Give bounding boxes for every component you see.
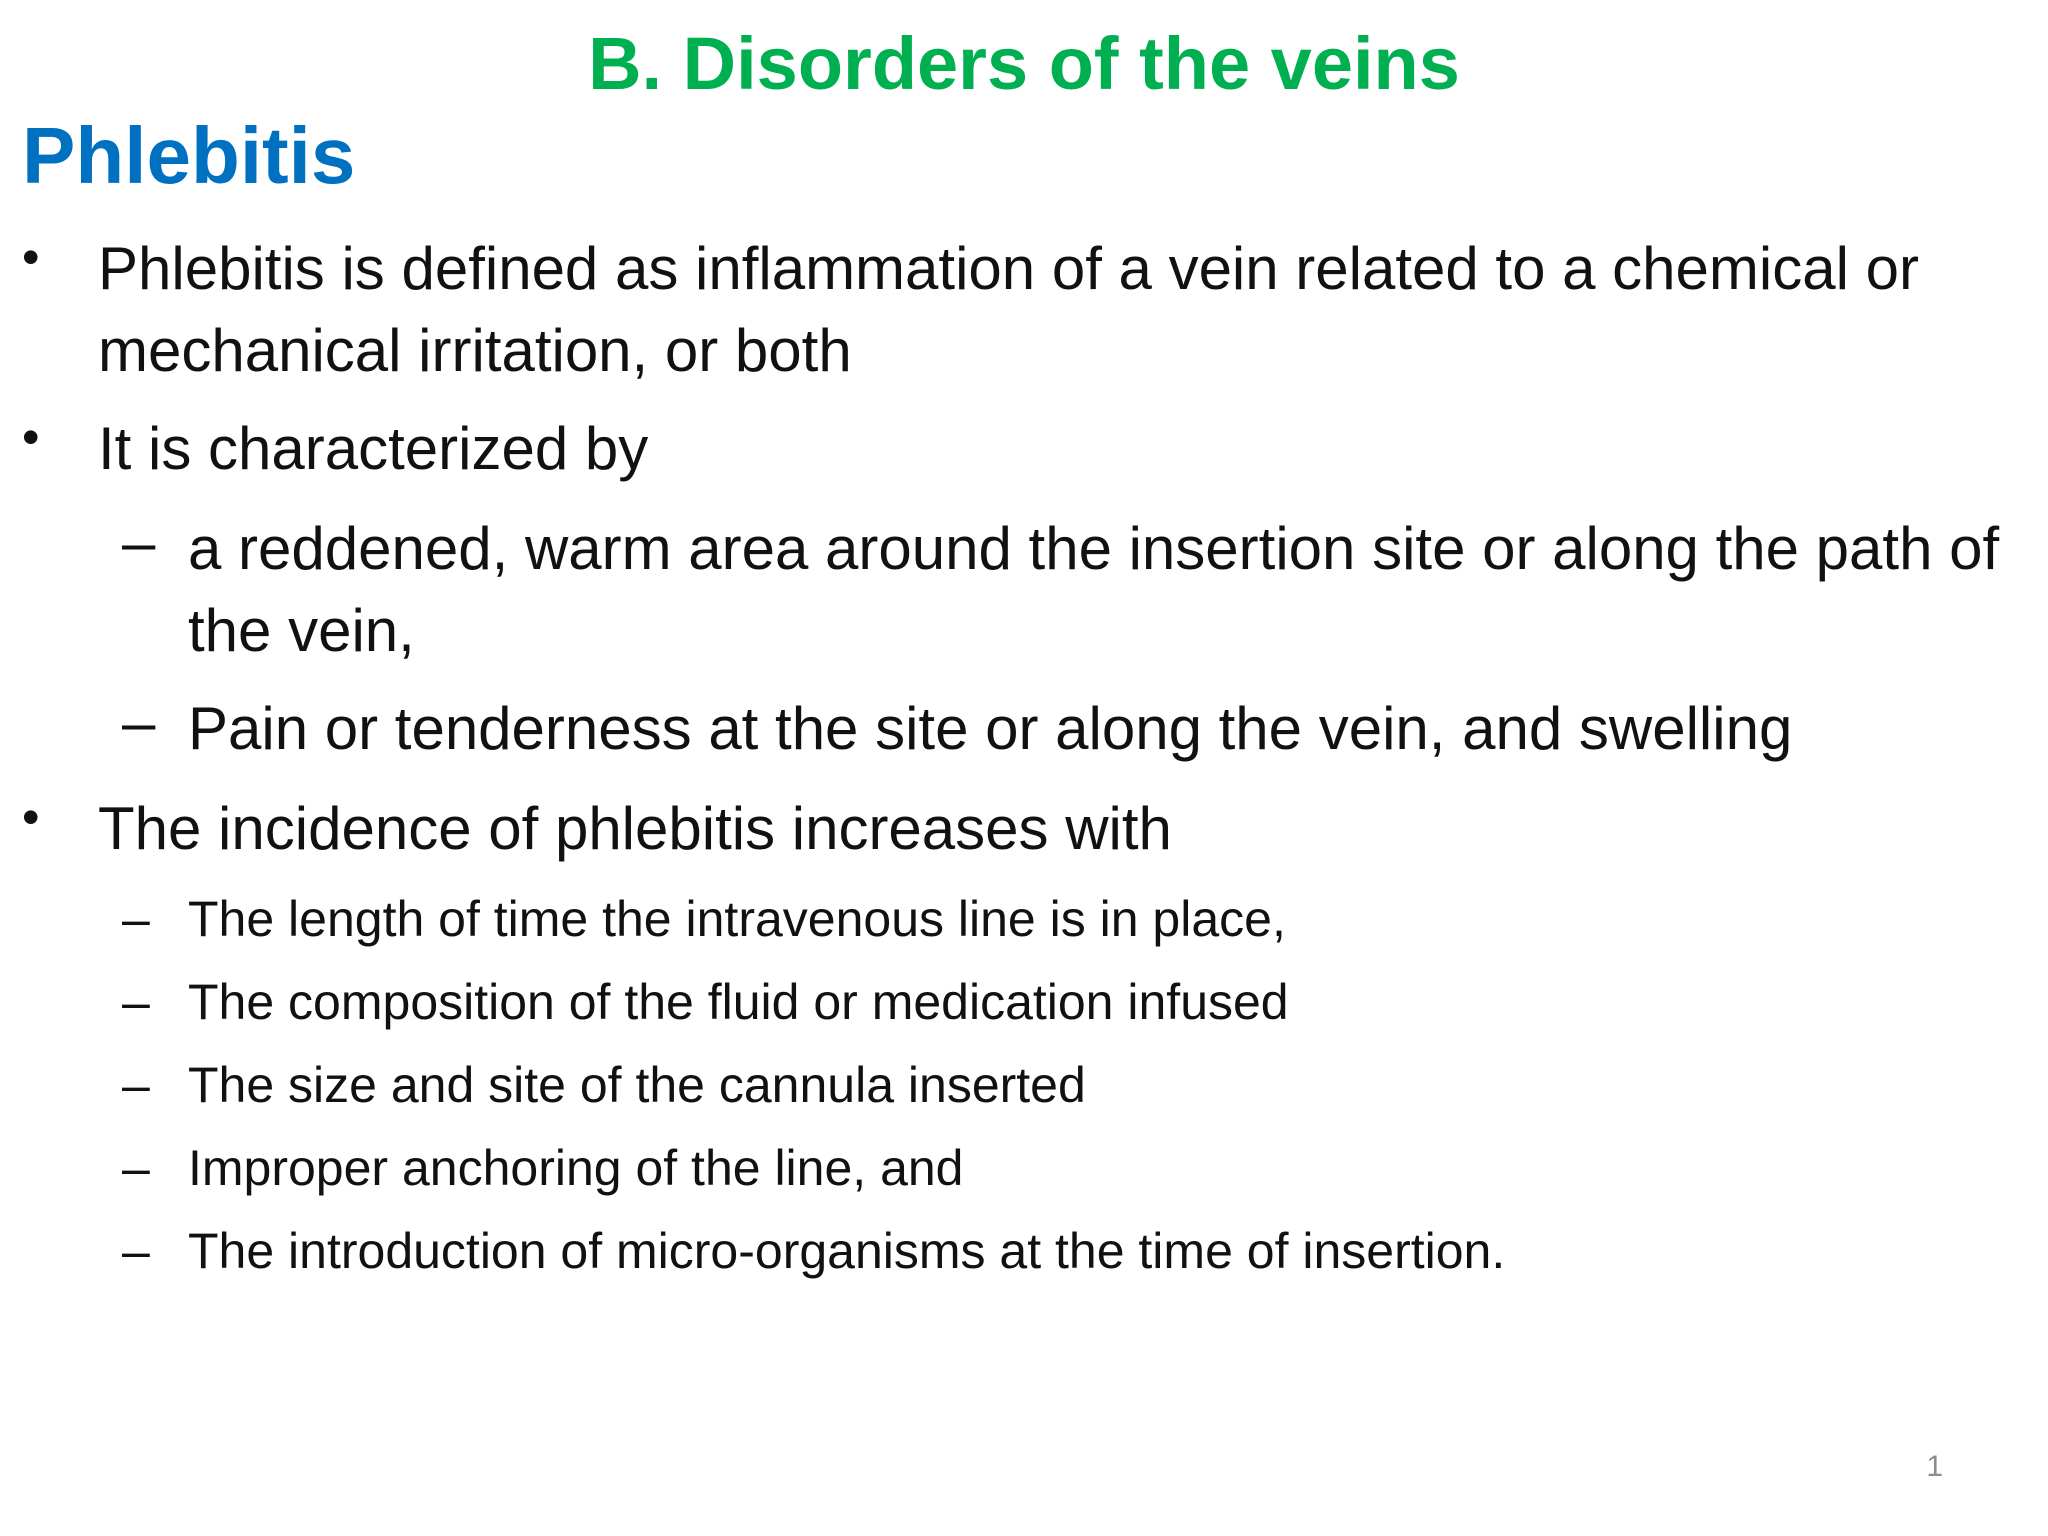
sub-bullet-mark: – bbox=[122, 689, 156, 756]
bullet-mark: • bbox=[22, 229, 40, 285]
sub-bullet-mark: – bbox=[122, 509, 156, 576]
bullet-text: It is characterized by bbox=[98, 415, 649, 482]
sub-bullet-text: The length of time the intravenous line is in place, bbox=[188, 891, 1286, 947]
sub-bullet-text: The composition of the fluid or medication infused bbox=[188, 974, 1289, 1030]
sub-bullet-text: Improper anchoring of the line, and bbox=[188, 1140, 964, 1196]
sub-bullet-text: The introduction of micro-organisms at the time of insertion. bbox=[188, 1223, 1506, 1279]
sub-bullet-mark: – bbox=[122, 1223, 150, 1279]
sub-bullet-mark: – bbox=[122, 1140, 150, 1196]
sub-bullet-mark: – bbox=[122, 974, 150, 1030]
sub-bullet-mark: – bbox=[122, 891, 150, 947]
bullet-mark: • bbox=[22, 789, 40, 845]
page-number: 1 bbox=[1926, 1450, 1943, 1483]
bullet-text: The incidence of phlebitis increases with bbox=[98, 795, 1172, 862]
bullet-mark: • bbox=[22, 409, 40, 465]
slide-title: B. Disorders of the veins bbox=[588, 22, 1460, 105]
bullet-text: Phlebitis is defined as inflammation of a vein related to a chemical or mechanical irritation, or both bbox=[98, 235, 1919, 384]
section-heading: Phlebitis bbox=[22, 111, 356, 200]
sub-bullet-mark: – bbox=[122, 1057, 150, 1113]
sub-bullet-text: Pain or tenderness at the site or along the vein, and swelling bbox=[188, 695, 1793, 762]
sub-bullet-text: a reddened, warm area around the insertion site or along the path of the vein, bbox=[188, 515, 2000, 664]
sub-bullet-text: The size and site of the cannula inserted bbox=[188, 1057, 1086, 1113]
